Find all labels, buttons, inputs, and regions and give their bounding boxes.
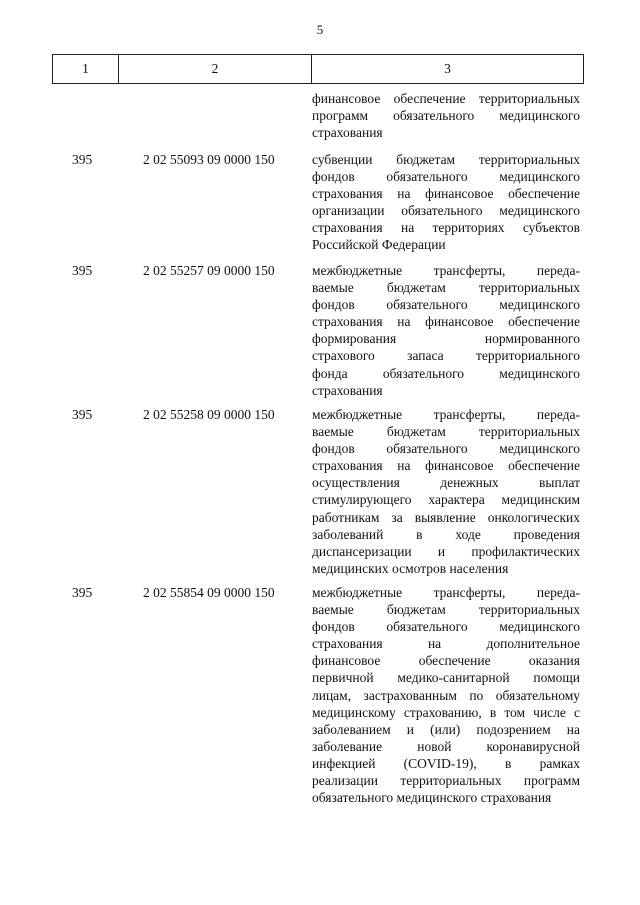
description-line: страхования на территориях субъектов bbox=[312, 220, 580, 236]
description-line: обязательного медицинского страхования bbox=[312, 790, 552, 806]
description-line: фондов обязательного медицинского bbox=[312, 297, 580, 313]
description-line: межбюджетные трансферты, переда- bbox=[312, 585, 580, 600]
admin-code: 395 bbox=[72, 152, 93, 167]
description-line: организации обязательного медицинского bbox=[312, 203, 580, 219]
row-description bbox=[312, 406, 580, 577]
description-line: стимулирующего характера медицинским bbox=[312, 492, 580, 508]
kbk-code: 2 02 55258 09 0000 150 bbox=[143, 407, 275, 422]
description-line: страхования на дополнительное bbox=[312, 636, 580, 652]
description-line: реализации территориальных программ bbox=[312, 773, 580, 789]
description-line: субвенции бюджетам территориальных bbox=[312, 152, 580, 167]
header-col-1: 1 bbox=[53, 55, 119, 83]
description-line: фондов обязательного медицинского bbox=[312, 169, 580, 185]
description-line: программ обязательного медицинского bbox=[312, 108, 580, 124]
row-description bbox=[312, 584, 580, 806]
admin-code: 395 bbox=[72, 407, 93, 422]
row-description bbox=[312, 262, 580, 399]
description-line: страхования на финансовое обеспечение bbox=[312, 314, 580, 330]
header-col-3: 3 bbox=[444, 61, 451, 76]
description-line: страхования bbox=[312, 382, 383, 398]
description-line: медицинскому страхованию, в том числе с bbox=[312, 704, 580, 720]
kbk-code: 2 02 55854 09 0000 150 bbox=[143, 585, 275, 600]
description-line: страхования bbox=[312, 125, 383, 141]
description-line: страхового запаса территориального bbox=[312, 348, 580, 364]
description-line: заболеванием и (или) подозрением на bbox=[312, 721, 580, 737]
row-description bbox=[312, 151, 580, 254]
description-line: финансовое обеспечение территориальных bbox=[312, 91, 580, 106]
admin-code: 395 bbox=[72, 585, 93, 600]
description-line: инфекцией (COVID-19), в рамках bbox=[312, 755, 580, 771]
description-line: финансовое обеспечение оказания bbox=[312, 653, 580, 669]
description-line: страхования на финансовое обеспечение bbox=[312, 458, 580, 474]
kbk-code: 2 02 55093 09 0000 150 bbox=[143, 152, 275, 167]
description-line: заболеваний в ходе проведения bbox=[312, 526, 580, 542]
description-line: работникам за выявление онкологических bbox=[312, 509, 580, 525]
description-line: лицам, застрахованным по обязательному bbox=[312, 687, 580, 703]
description-line: первичной медико-санитарной помощи bbox=[312, 670, 580, 686]
description-line: межбюджетные трансферты, переда- bbox=[312, 263, 580, 278]
description-line: фондов обязательного медицинского bbox=[312, 619, 580, 635]
admin-code: 395 bbox=[72, 263, 93, 278]
description-line: фондов обязательного медицинского bbox=[312, 441, 580, 457]
header-col-2: 2 bbox=[119, 55, 312, 83]
description-line: межбюджетные трансферты, переда- bbox=[312, 407, 580, 422]
description-line: ваемые бюджетам территориальных bbox=[312, 424, 580, 440]
description-line: осуществления денежных выплат bbox=[312, 475, 580, 491]
row-description bbox=[312, 90, 580, 141]
description-line: медицинских осмотров населения bbox=[312, 560, 509, 576]
description-line: заболевание новой коронавирусной bbox=[312, 738, 580, 754]
description-line: ваемые бюджетам территориальных bbox=[312, 280, 580, 296]
description-line: страхования на финансовое обеспечение bbox=[312, 186, 580, 202]
page-number: 5 bbox=[316, 22, 324, 37]
description-line: диспансеризации и профилактических bbox=[312, 543, 580, 559]
table-header bbox=[52, 54, 584, 84]
description-line: Российской Федерации bbox=[312, 237, 446, 253]
description-line: фонда обязательного медицинского bbox=[312, 365, 580, 381]
description-line: формирования нормированного bbox=[312, 331, 580, 347]
kbk-code: 2 02 55257 09 0000 150 bbox=[143, 263, 275, 278]
description-line: ваемые бюджетам территориальных bbox=[312, 602, 580, 618]
